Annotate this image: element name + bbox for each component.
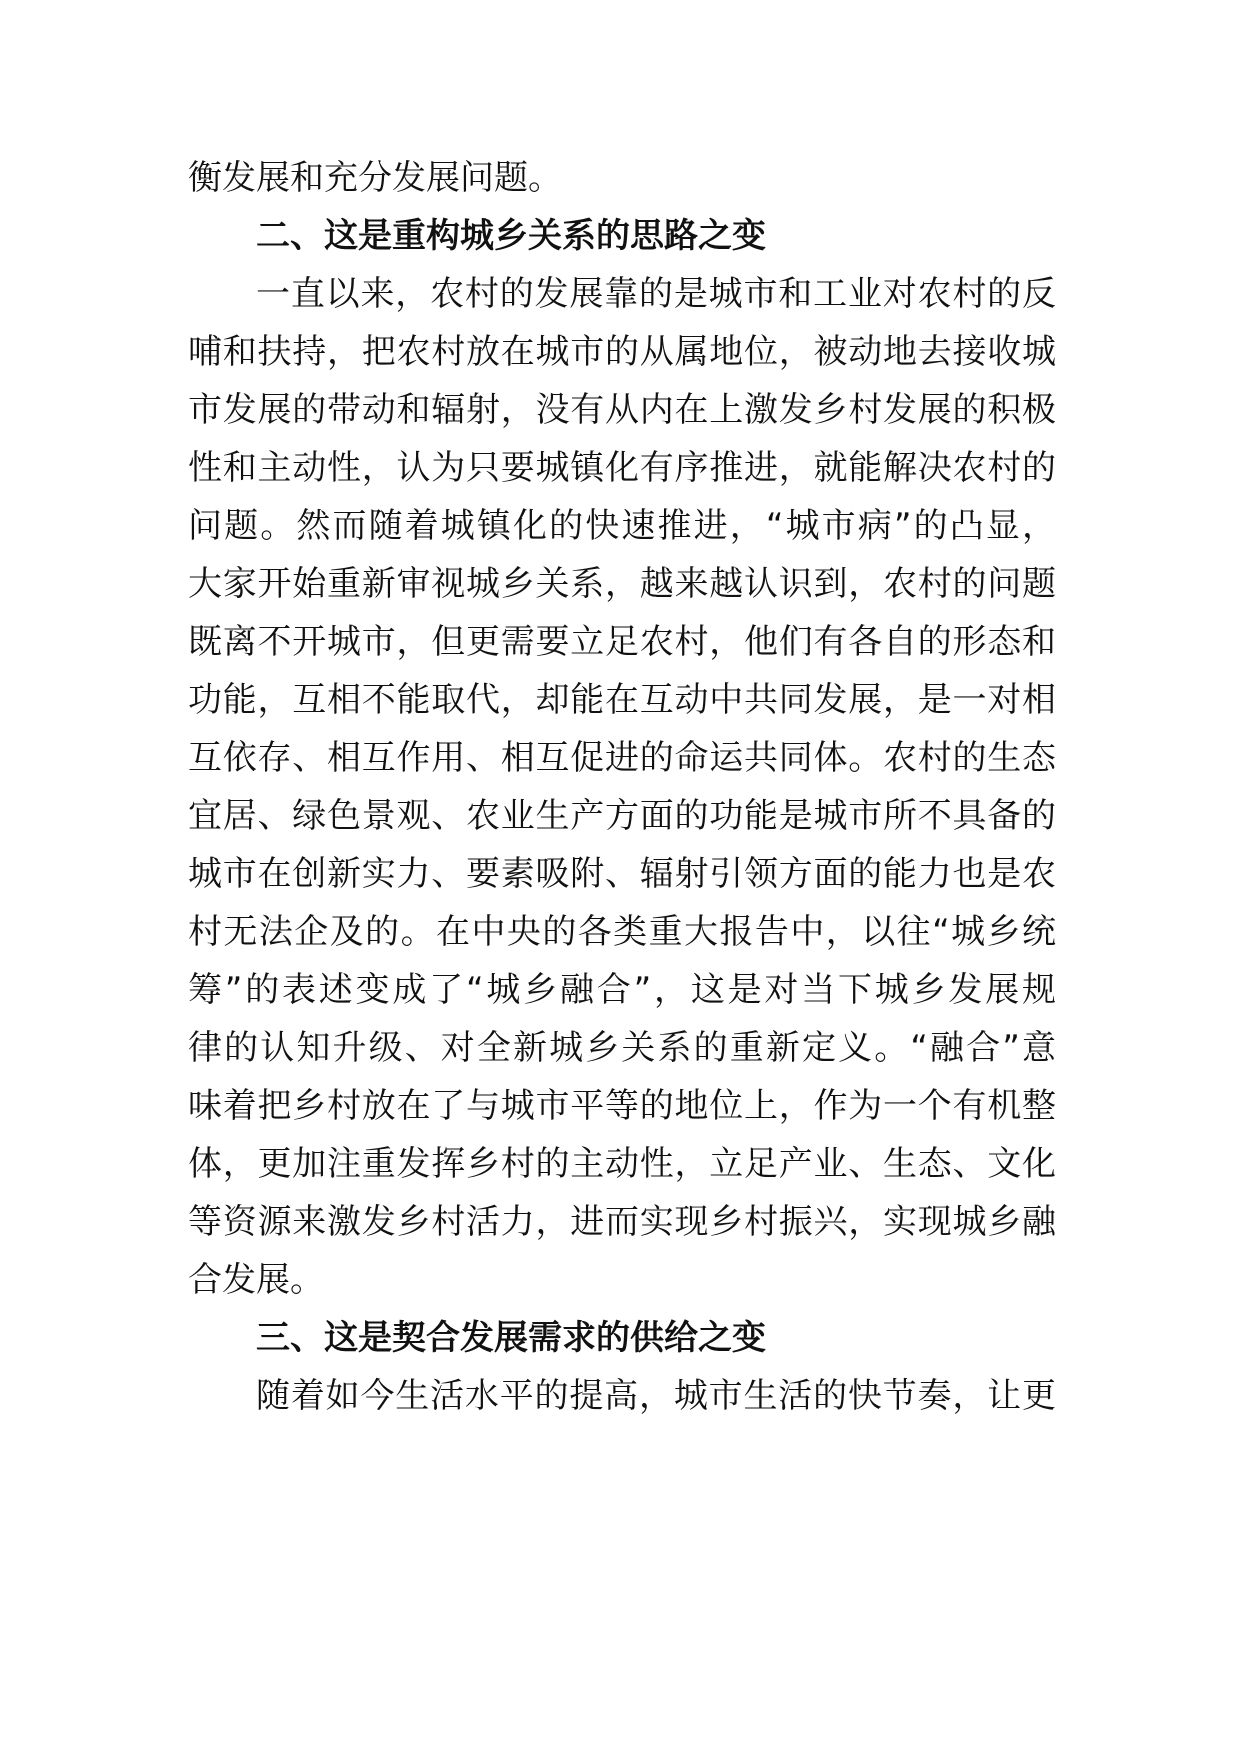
text-line: 性和主动性，认为只要城镇化有序推进，就能解决农村的	[188, 448, 1056, 488]
text-line: 哺和扶持，把农村放在城市的从属地位，被动地去接收城	[188, 332, 1056, 372]
text-line: 衡发展和充分发展问题。	[188, 158, 562, 198]
text-line: 问题。然而随着城镇化的快速推进，“城市病”的凸显，	[188, 506, 1056, 546]
text-line: 互依存、相互作用、相互促进的命运共同体。农村的生态	[188, 738, 1056, 778]
text-line: 随着如今生活水平的提高，城市生活的快节奏，让更	[256, 1376, 1056, 1416]
text-line: 宜居、绿色景观、农业生产方面的功能是城市所不具备的	[188, 796, 1056, 836]
text-line: 味着把乡村放在了与城市平等的地位上，作为一个有机整	[188, 1086, 1056, 1126]
text-line: 市发展的带动和辐射，没有从内在上激发乡村发展的积极	[188, 390, 1056, 430]
text-line: 一直以来，农村的发展靠的是城市和工业对农村的反	[256, 274, 1056, 314]
text-line: 等资源来激发乡村活力，进而实现乡村振兴，实现城乡融	[188, 1202, 1056, 1242]
text-line: 筹”的表述变成了“城乡融合”，这是对当下城乡发展规	[188, 970, 1056, 1010]
text-line: 律的认知升级、对全新城乡关系的重新定义。“融合”意	[188, 1028, 1056, 1068]
text-line: 既离不开城市，但更需要立足农村，他们有各自的形态和	[188, 622, 1056, 662]
text-line: 村无法企及的。在中央的各类重大报告中，以往“城乡统	[188, 912, 1056, 952]
text-line: 合发展。	[188, 1260, 324, 1300]
text-line: 城市在创新实力、要素吸附、辐射引领方面的能力也是农	[188, 854, 1056, 894]
text-line: 大家开始重新审视城乡关系，越来越认识到，农村的问题	[188, 564, 1056, 604]
section-heading: 三、这是契合发展需求的供给之变	[256, 1318, 766, 1358]
text-line: 功能，互相不能取代，却能在互动中共同发展，是一对相	[188, 680, 1056, 720]
text-line: 体，更加注重发挥乡村的主动性，立足产业、生态、文化	[188, 1144, 1056, 1184]
section-heading: 二、这是重构城乡关系的思路之变	[256, 216, 766, 256]
